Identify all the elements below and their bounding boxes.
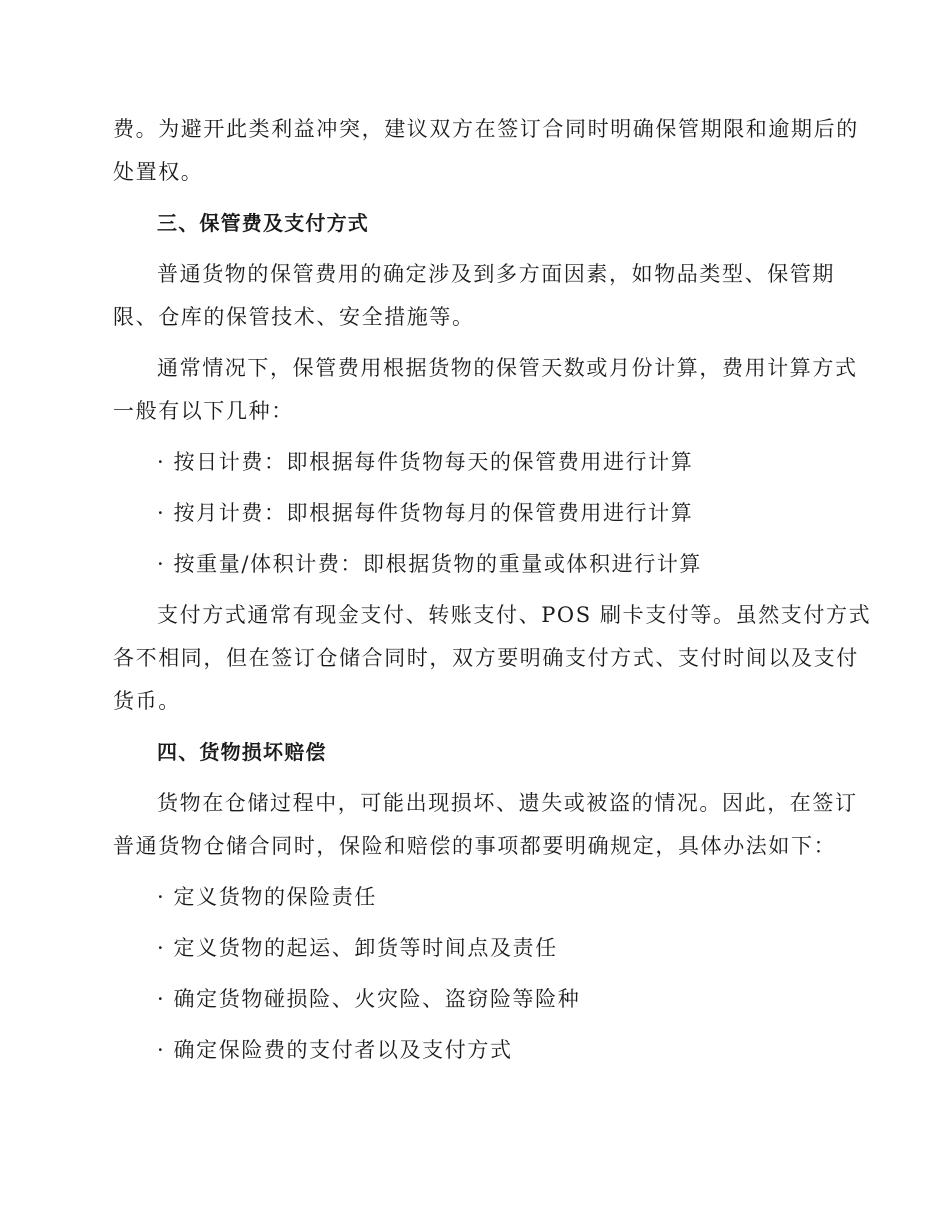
paragraph-line: 一般有以下几种： [113, 399, 294, 423]
paragraph-line: 处置权。 [113, 160, 204, 184]
paragraph-line: 各不相同，但在签订仓储合同时，双方要明确支付方式、支付时间以及支付 [113, 646, 859, 670]
section-heading-4: 四、货物损坏赔偿 [157, 740, 327, 764]
paragraph-line: 通常情况下，保管费用根据货物的保管天数或月份计算，费用计算方式 [157, 356, 858, 380]
section-heading-3: 三、保管费及支付方式 [157, 211, 369, 235]
bullet-item: · 按日计费：即根据每件货物每天的保管费用进行计算 [157, 450, 694, 474]
paragraph-line: 普通货物的保管费用的确定涉及到多方面因素，如物品类型、保管期 [157, 262, 835, 286]
paragraph-line: 普通货物仓储合同时，保险和赔偿的事项都要明确规定，具体办法如下： [113, 834, 837, 858]
bullet-item: · 按重量/体积计费：即根据货物的重量或体积进行计算 [157, 552, 703, 576]
bullet-item: · 定义货物的起运、卸货等时间点及责任 [157, 936, 558, 960]
bullet-item: · 定义货物的保险责任 [157, 885, 377, 909]
bullet-item: · 确定保险费的支付者以及支付方式 [157, 1038, 513, 1062]
paragraph-line: 支付方式通常有现金支付、转账支付、POS 刷卡支付等。虽然支付方式 [157, 603, 872, 627]
bullet-item: · 按月计费：即根据每件货物每月的保管费用进行计算 [157, 501, 694, 525]
bullet-item: · 确定货物碰损险、火灾险、盗窃险等险种 [157, 987, 581, 1011]
paragraph-line: 货物在仓储过程中，可能出现损坏、遗失或被盗的情况。因此，在签订 [157, 791, 858, 815]
paragraph-line: 限、仓库的保管技术、安全措施等。 [113, 305, 475, 329]
paragraph-line: 货币。 [113, 689, 181, 713]
paragraph-line: 费。为避开此类利益冲突，建议双方在签订合同时明确保管期限和逾期后的 [113, 117, 859, 141]
document-page [113, 108, 872, 1072]
